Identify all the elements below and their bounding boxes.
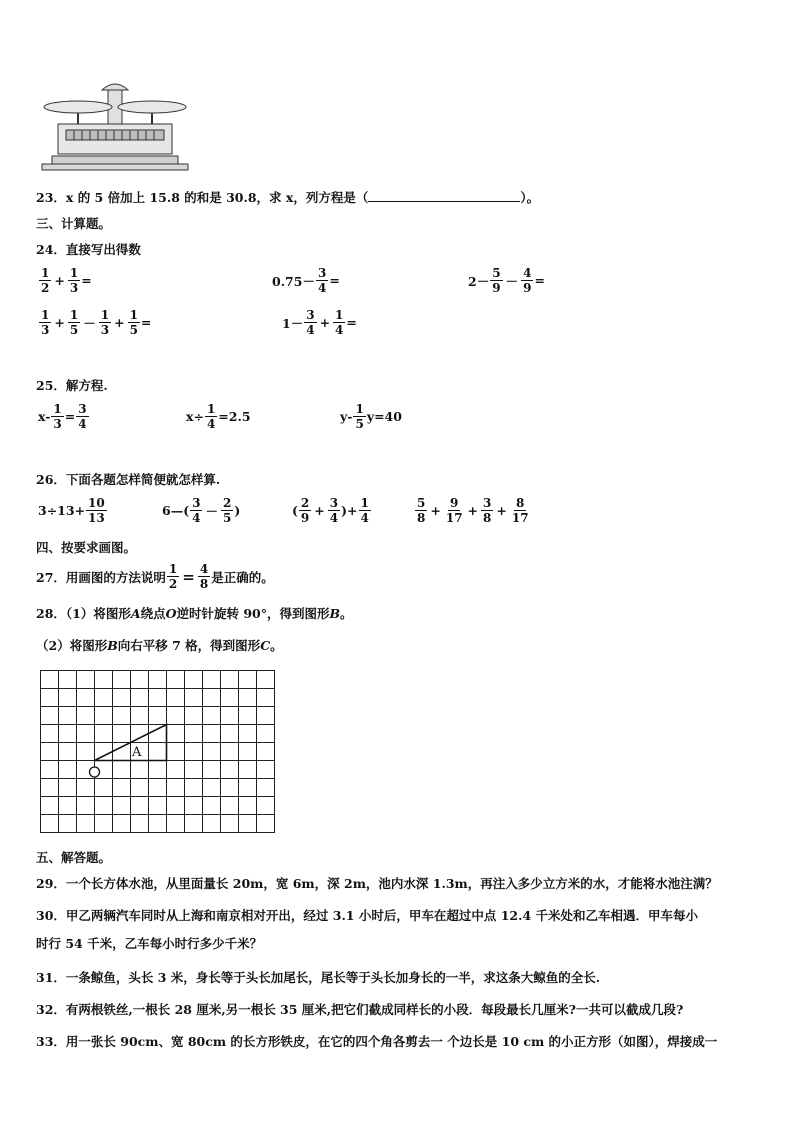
fraction: $\frac{8}{17}$ — [511, 496, 529, 525]
fraction: $\frac{1}{5}$ — [129, 308, 138, 337]
grid-lines — [41, 671, 275, 833]
q24-expr-4: $\frac{1}{3}$ + $\frac{1}{5}$ － $\frac{1}{3}$ + $\frac{1}{5}$ = — [41, 308, 152, 337]
fraction: $\frac{3}{4}$ — [306, 308, 315, 337]
section-heading-5: 五、解答题。 — [36, 850, 112, 865]
q25-equation-3: y- $\frac{1}{5}$ y=40 — [340, 402, 402, 431]
fraction: $\frac{3}{8}$ — [483, 496, 492, 525]
fraction: $\frac{3}{4}$ — [317, 266, 327, 295]
q26-expr-3: ( $\frac{2}{9}$ + $\frac{3}{4}$ )+ $\frac{1}{4}$ — [292, 496, 369, 525]
q24-expr-2: 0.75－ $\frac{3}{4}$ = — [272, 266, 340, 295]
figure-A-label: A — [132, 745, 142, 760]
question-text-end: 是正确的。 — [211, 569, 274, 585]
question-25-title — [36, 376, 108, 394]
fraction: $\frac{1}{2}$ — [168, 562, 178, 591]
question-text: x 的 5 倍加上 15.8 的和是 30.8，求 x，列方程是（ — [65, 190, 369, 205]
question-text: 直接写出得数 — [65, 242, 141, 257]
fraction: $\frac{2}{5}$ — [223, 496, 232, 525]
fraction: $\frac{4}{9}$ — [523, 266, 532, 295]
fraction: $\frac{4}{8}$ — [199, 562, 209, 591]
fraction: $\frac{3}{4}$ — [192, 496, 201, 525]
question-26-title — [36, 470, 220, 488]
question-27: 27． 用画图的方法说明 $\frac{1}{2}$ = $\frac{4}{8}$ 是正确的。 — [36, 562, 274, 591]
question-32: 32．有两根铁丝,一根长 28 厘米,另一根长 35 厘米,把它们截成同样长的小段．每段最长几厘米?一共可以截成几段? — [36, 1002, 684, 1017]
fraction: $\frac{1}{3}$ — [41, 308, 50, 337]
question-number: 24． — [36, 242, 66, 257]
question-23 — [36, 188, 539, 206]
fraction: $\frac{1}{4}$ — [360, 496, 369, 525]
q24-expr-3: 2－ $\frac{5}{9}$ － $\frac{4}{9}$ = — [468, 266, 545, 295]
q26-expr-2: 6—( $\frac{3}{4}$ － $\frac{2}{5}$ ) — [162, 496, 241, 525]
question-30-line-1: 30．甲乙两辆汽车同时从上海和南京相对开出，经过 3.1 小时后，甲车在超过中点 12.4 千米处和乙车相遇．甲车每小 — [36, 908, 698, 923]
question-33: 33．用一张长 90cm、宽 80cm 的长方形铁皮，在它的四个角各剪去一 个边长是 10 cm 的小正方形（如图），焊接成一 — [36, 1034, 718, 1049]
question-number: 27． — [36, 569, 66, 585]
fraction: $\frac{1}{3}$ — [100, 308, 110, 337]
question-29: 29．一个长方体水池，从里面量长 20m，宽 6m，深 2m，池内水深 1.3m，再注入多少立方米的水，才能将水池注满？ — [36, 876, 718, 891]
question-28-part-1: 28．（1）将图形A绕点O逆时针旋转 90°，得到图形B。 — [36, 606, 353, 621]
q24-expr-5: 1－ $\frac{3}{4}$ + $\frac{1}{4}$ = — [282, 308, 357, 337]
balance-scale-illustration — [38, 80, 190, 172]
question-number: 25． — [36, 378, 66, 393]
question-number: 23． — [36, 190, 66, 205]
fraction: $\frac{3}{4}$ — [78, 402, 87, 431]
drawing-grid[interactable] — [38, 668, 278, 836]
question-31: 31．一条鲸鱼，头长 3 米，身长等于头长加尾长，尾长等于头长加身长的一半，求这条大鲸鱼的全长. — [36, 970, 601, 985]
fraction: $\frac{9}{17}$ — [445, 496, 463, 525]
question-text: 下面各题怎样简便就怎样算. — [65, 472, 221, 487]
fraction: $\frac{10}{13}$ — [88, 496, 105, 525]
fraction: $\frac{3}{4}$ — [329, 496, 339, 525]
fraction: $\frac{1}{2}$ — [41, 266, 50, 295]
question-number: 26． — [36, 472, 66, 487]
fraction: $\frac{1}{4}$ — [206, 402, 216, 431]
point-O-icon — [90, 767, 100, 777]
question-text-end: ）。 — [520, 190, 540, 205]
fraction: $\frac{1}{3}$ — [69, 266, 79, 295]
fraction: $\frac{1}{5}$ — [355, 402, 364, 431]
q25-equation-1: x- $\frac{1}{3}$ = $\frac{3}{4}$ — [38, 402, 87, 431]
q26-expr-1: 3÷13+ $\frac{10}{13}$ — [38, 496, 105, 525]
question-text: 用画图的方法说明 — [65, 569, 166, 585]
question-24-title — [36, 240, 141, 258]
answer-blank[interactable] — [368, 189, 520, 202]
fraction: $\frac{1}{3}$ — [53, 402, 62, 431]
fraction: $\frac{2}{9}$ — [300, 496, 310, 525]
question-30-line-2: 时行 54 千米，乙车每小时行多少千米？ — [36, 936, 263, 951]
fraction: $\frac{5}{9}$ — [492, 266, 501, 295]
fraction: $\frac{5}{8}$ — [417, 496, 426, 525]
q25-equation-2: x÷ $\frac{1}{4}$ =2.5 — [186, 402, 251, 431]
q26-expr-4: $\frac{5}{8}$ + $\frac{9}{17}$ + $\frac{3}{8}$ + $\frac{8}{17}$ — [417, 496, 529, 525]
question-text: 解方程. — [65, 378, 108, 393]
fraction: $\frac{1}{4}$ — [335, 308, 344, 337]
section-heading-3: 三、计算题。 — [36, 216, 112, 231]
fraction: $\frac{1}{5}$ — [69, 308, 79, 337]
section-heading-4: 四、按要求画图。 — [36, 540, 137, 555]
question-28-part-2: （2）将图形B向右平移 7 格，得到图形C。 — [36, 638, 283, 653]
q24-expr-1: $\frac{1}{2}$ + $\frac{1}{3}$ = — [41, 266, 92, 295]
